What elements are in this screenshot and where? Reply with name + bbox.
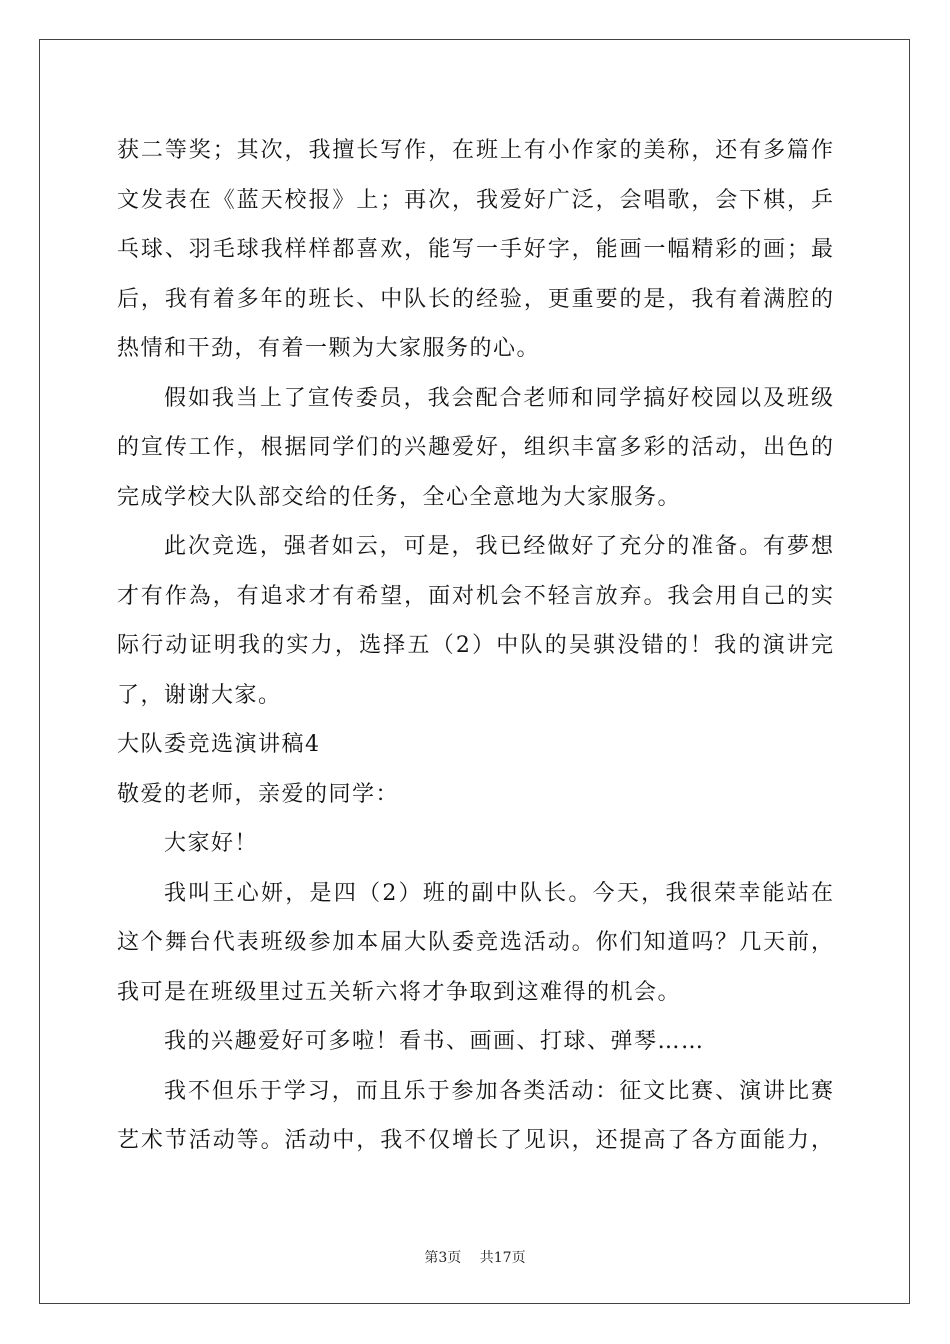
page-footer xyxy=(0,1247,950,1267)
text-line: 这个舞台代表班级参加本届大队委竞选活动。你们知道吗？几天前， xyxy=(117,930,833,955)
text-line: 的宣传工作，根据同学们的兴趣爱好，组织丰富多彩的活动，出色的 xyxy=(117,435,833,460)
text-line: 大家好！ xyxy=(164,831,259,856)
text-line: 艺术节活动等。活动中，我不仅增长了见识，还提高了各方面能力， xyxy=(117,1128,833,1153)
text-line: 我的兴趣爱好可多啦！看书、画画、打球、弹琴…… xyxy=(164,1029,705,1054)
document-body xyxy=(117,126,833,1166)
text-line: 文发表在《蓝天校报》上；再次，我爱好广泛，会唱歌，会下棋，乒 xyxy=(117,187,833,213)
text-line: 后，我有着多年的班长、中队长的经验，更重要的是，我有着满腔的 xyxy=(117,286,833,312)
text-line: 了，谢谢大家。 xyxy=(117,682,282,708)
text-line: 获二等奖；其次，我擅长写作，在班上有小作家的美称，还有多篇作 xyxy=(117,138,833,163)
text-line: 我不但乐于学习，而且乐于参加各类活动：征文比赛、演讲比赛 xyxy=(164,1078,833,1104)
text-line: 完成学校大队部交给的任务，全心全意地为大家服务。 xyxy=(117,484,682,510)
text-line: 乓球、羽毛球我样样都喜欢，能写一手好字，能画一幅精彩的画；最 xyxy=(117,237,833,262)
text-line: 际行动证明我的实力，选择五（2）中队的吴骐没错的！我的演讲完 xyxy=(117,633,833,658)
text-line: 我叫王心妍，是四（2）班的副中队长。今天，我很荣幸能站在 xyxy=(164,880,833,906)
text-line: 敬爱的老师，亲爱的同学： xyxy=(117,781,400,807)
page-total: 共17页 xyxy=(479,1250,526,1266)
text-line: 我可是在班级里过五关斩六将才争取到这难得的机会。 xyxy=(117,979,682,1005)
text-line: 假如我当上了宣传委员，我会配合老师和同学搞好校园以及班级 xyxy=(164,385,833,411)
text-line: 大队委竞选演讲稿4 xyxy=(117,732,321,757)
page-number: 第3页 xyxy=(424,1250,462,1266)
text-line: 此次竞选，强者如云，可是，我已经做好了充分的准备。有夢想 xyxy=(164,534,833,559)
text-line: 热情和干劲，有着一颗为大家服务的心。 xyxy=(117,336,541,361)
text-line: 才有作為，有追求才有希望，面对机会不轻言放弃。我会用自己的实 xyxy=(117,583,833,609)
